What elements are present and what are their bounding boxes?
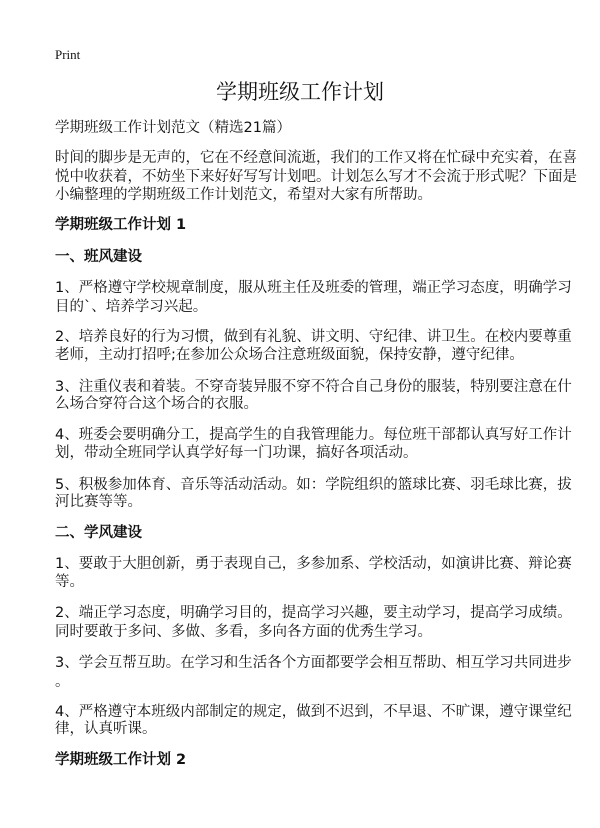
section2-item: 等。: [55, 574, 84, 590]
section2-item: 3、学会互帮互助。在学习和生活各个方面都要学会相互帮助、相互学习共同进步: [55, 655, 572, 671]
section1-heading: 一、班风建设: [55, 249, 142, 265]
intro-line: 小编整理的学期班级工作计划范文，希望对大家有所帮助。: [55, 187, 432, 203]
intro-line: 悦中收获着，不妨坐下来好好写写计划吧。计划怎么写才不会流于形式呢？下面是: [55, 169, 577, 185]
section1-item: 3、注重仪表和着装。不穿奇装异服不穿不符合自己身份的服装，特别要注意在什: [55, 379, 572, 395]
section2-heading: 二、学风建设: [55, 525, 142, 541]
subtitle: 学期班级工作计划范文（精选21篇）: [55, 120, 291, 136]
section1-item: 河比赛等等。: [55, 494, 142, 510]
plan2-heading: 学期班级工作计划 2: [55, 752, 187, 768]
section1-item: 目的`、培养学习兴起。: [55, 299, 208, 315]
section2-item: 同时要敢于多问、多做、多看，多向各方面的优秀生学习。: [55, 624, 432, 640]
section2-item: 4、严格遵守本班级内部制定的规定，做到不迟到，不早退、不旷课，遵守课堂纪: [55, 704, 572, 720]
intro-line: 时间的脚步是无声的，它在不经意间流逝，我们的工作又将在忙碌中充实着，在喜: [55, 150, 577, 166]
section1-item: 2、培养良好的行为习惯，做到有礼貌、讲文明、守纪律、讲卫生。在校内要尊重: [55, 329, 572, 345]
section1-item: 么场合穿符合这个场合的衣服。: [55, 396, 258, 412]
print-link[interactable]: Print: [55, 47, 81, 62]
section1-item: 5、积极参加体育、音乐等活动活动。如：学院组织的篮球比赛、羽毛球比赛，拔: [55, 477, 572, 493]
plan1-heading: 学期班级工作计划 1: [55, 217, 187, 233]
section1-item: 划，带动全班同学认真学好每一门功课，搞好各项活动。: [55, 445, 418, 461]
section1-item: 老师，主动打招呼;在参加公众场合注意班级面貌，保持安静，遵守纪律。: [55, 347, 524, 363]
section2-item: 2、端正学习态度，明确学习目的，提高学习兴趣，要主动学习，提高学习成绩。: [55, 605, 572, 621]
section2-item: 律，认真听课。: [55, 721, 157, 737]
section1-item: 4、班委会要明确分工，提高学生的自我管理能力。每位班干部都认真写好工作计: [55, 427, 572, 443]
page-title: 学期班级工作计划: [216, 80, 384, 104]
section2-item: 。: [55, 674, 70, 690]
section1-item: 1、严格遵守学校规章制度，服从班主任及班委的管理，端正学习态度，明确学习: [55, 280, 572, 296]
section2-item: 1、要敢于大胆创新，勇于表现自己，多参加系、学校活动，如演讲比赛、辩论赛: [55, 556, 572, 572]
